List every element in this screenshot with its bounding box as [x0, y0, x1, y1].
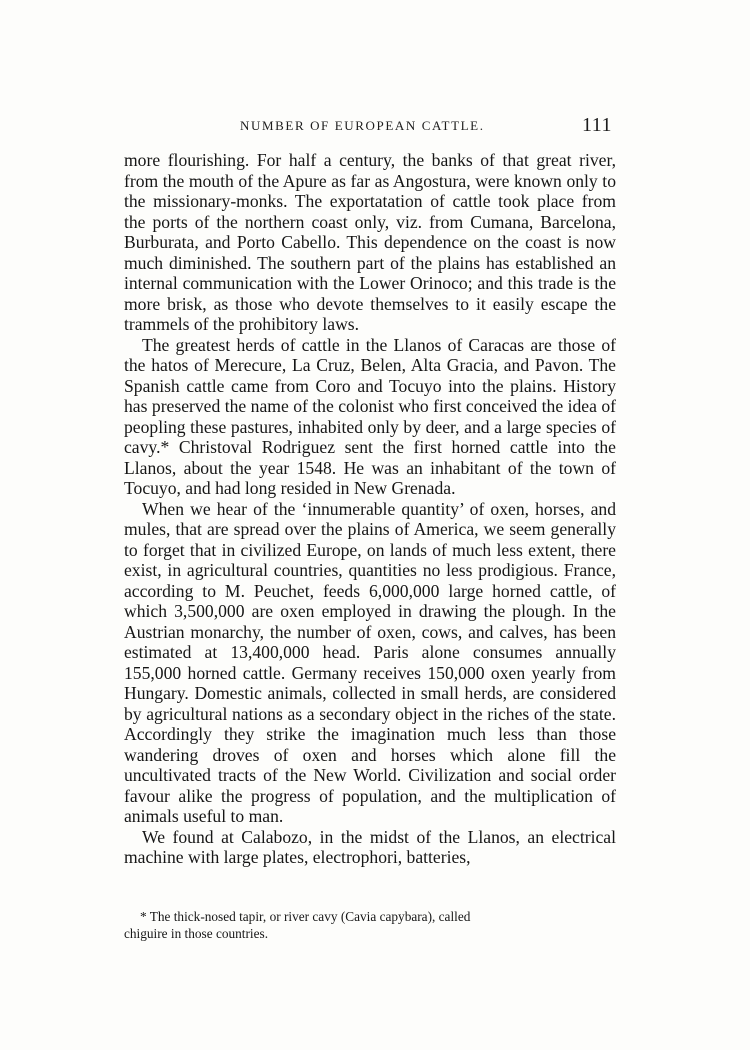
paragraph-3: When we hear of the ‘innumerable quantity’ of oxen, horses, and mules, that are spread over the plains of America, we seem generally to forget that in civilized Europe, on lands of much less extent, there exist, in agricultural countries, quantities no less prodigious. France, according to M. Peuchet, feeds 6,000,000 large horned cattle, of which 3,500,000 are oxen employed in drawing the plough. In the Austrian monarchy, the number of oxen, cows, and calves, has been estimated at 13,400,000 head. Paris alone consumes annually 155,000 horned cattle. Germany receives 150,000 oxen yearly from Hungary. Domestic animals, collected in small herds, are considered by agricultural nations as a secondary object in the riches of the state. Accordingly they strike the imagination much less than those wandering droves of oxen and horses which alone fill the uncultivated tracts of the New World. Civilization and social order favour alike the progress of population, and the multiplication of animals useful to man.	[124, 498, 616, 826]
footnote	[124, 908, 616, 942]
footnote-line-1: * The thick-nosed tapir, or river cavy (Cavia capybara), called	[140, 909, 471, 924]
paragraph-2: The greatest herds of cattle in the Llanos of Caracas are those of the hatos of Merecure, La Cruz, Belen, Alta Gracia, and Pavon. The Spanish cattle came from Coro and Tocuyo into the plains. History has preserved the name of the colonist who first conceived the idea of peopling these pastures, inhabited only by deer, and a large species of cavy.* Christoval Rodriguez sent the first horned cattle into the Llanos, about the year 1548. He was an inhabitant of the town of Tocuyo, and had long resided in New Grenada.	[124, 334, 616, 498]
main-text	[124, 150, 616, 868]
paragraph-4: We found at Calabozo, in the midst of the Llanos, an electrical machine with large plates, electrophori, batteries,	[124, 826, 616, 867]
footnote-line-2: chiguire in those countries.	[124, 926, 269, 941]
paragraph-1: more flourishing. For half a century, the banks of that great river, from the mouth of the Apure as far as Angostura, were known only to the missionary-monks. The exportatation of cattle took place from the ports of the northern coast only, viz. from Cumana, Barcelona, Burburata, and Porto Cabello. This dependence on the coast is now much diminished. The southern part of the plains has established an internal communication with the Lower Orinoco; and this trade is the more brisk, as those who devote themselves to it easily escape the trammels of the prohibitory laws.	[124, 150, 616, 334]
running-title: NUMBER OF EUROPEAN CATTLE.	[240, 118, 485, 133]
running-header	[132, 114, 612, 138]
page-number: 111	[581, 114, 612, 136]
